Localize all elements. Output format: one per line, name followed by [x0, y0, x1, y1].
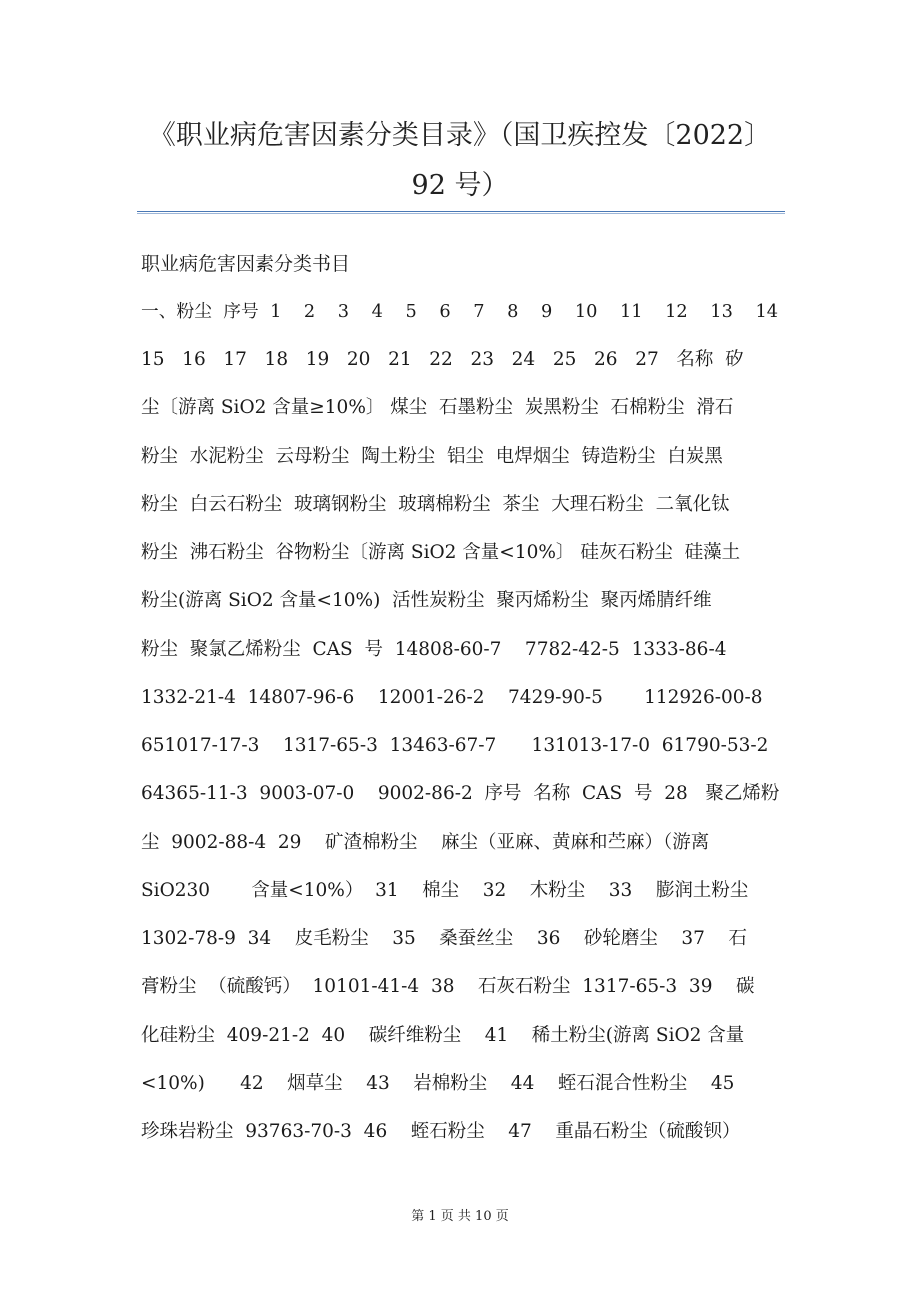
body-line: 粉尘 白云石粉尘 玻璃钢粉尘 玻璃棉粉尘 茶尘 大理石粉尘 二氧化钛 [141, 494, 730, 515]
body-line: SiO230 含量<10%） 31 棉尘 32 木粉尘 33 膨润土粉尘 [141, 880, 749, 901]
page-footer: 第 1 页 共 10 页 [411, 1209, 509, 1224]
document-title-line-1: 《职业病危害因素分类目录》（国卫疾控发〔2022〕 [148, 120, 772, 151]
body-line: 1332-21-4 14807-96-6 12001-26-2 7429-90-5 112926-00-8 [141, 687, 763, 708]
body-line: 化硅粉尘 409-21-2 40 碳纤维粉尘 41 稀土粉尘(游离 SiO2 含量 [141, 1025, 745, 1046]
body-line: 粉尘 聚氯乙烯粉尘 CAS 号 14808-60-7 7782-42-5 1333-86-4 [141, 639, 727, 660]
body-line: 尘 9002-88-4 29 矿渣棉粉尘 麻尘（亚麻、黄麻和苎麻）（游离 [141, 832, 710, 853]
body-line: 1302-78-9 34 皮毛粉尘 35 桑蚕丝尘 36 砂轮磨尘 37 石 [141, 928, 747, 949]
body-line: 尘〔游离 SiO2 含量≥10%〕 煤尘 石墨粉尘 炭黑粉尘 石棉粉尘 滑石 [141, 397, 734, 418]
body-line: 膏粉尘 （硫酸钙） 10101-41-4 38 石灰石粉尘 1317-65-3 39 碳 [141, 976, 755, 997]
body-line: 粉尘(游离 SiO2 含量<10%) 活性炭粉尘 聚丙烯粉尘 聚丙烯腈纤维 [141, 590, 712, 611]
body-line: 651017-17-3 1317-65-3 13463-67-7 131013-17-0 61790-53-2 [141, 735, 769, 756]
body-line: <10%) 42 烟草尘 43 岩棉粉尘 44 蛭石混合性粉尘 45 [141, 1073, 735, 1094]
body-line: 15 16 17 18 19 20 21 22 23 24 25 26 27 名称 矽 [141, 349, 744, 370]
body-line: 粉尘 水泥粉尘 云母粉尘 陶土粉尘 铝尘 电焊烟尘 铸造粉尘 白炭黑 [141, 446, 723, 467]
section-subtitle: 职业病危害因素分类书目 [141, 253, 351, 275]
body-line: 粉尘 沸石粉尘 谷物粉尘〔游离 SiO2 含量<10%〕 硅灰石粉尘 硅藻土 [141, 542, 741, 563]
document-title-line-2: 92 号） [411, 170, 509, 201]
body-line: 珍珠岩粉尘 93763-70-3 46 蛭石粉尘 47 重晶石粉尘（硫酸钡） [141, 1121, 741, 1142]
body-line: 一、粉尘 序号 1 2 3 4 5 6 7 8 9 10 11 12 13 14 [141, 302, 779, 322]
body-line: 64365-11-3 9003-07-0 9002-86-2 序号 名称 CAS 号 28 聚乙烯粉 [141, 783, 780, 804]
title-divider [137, 211, 785, 214]
